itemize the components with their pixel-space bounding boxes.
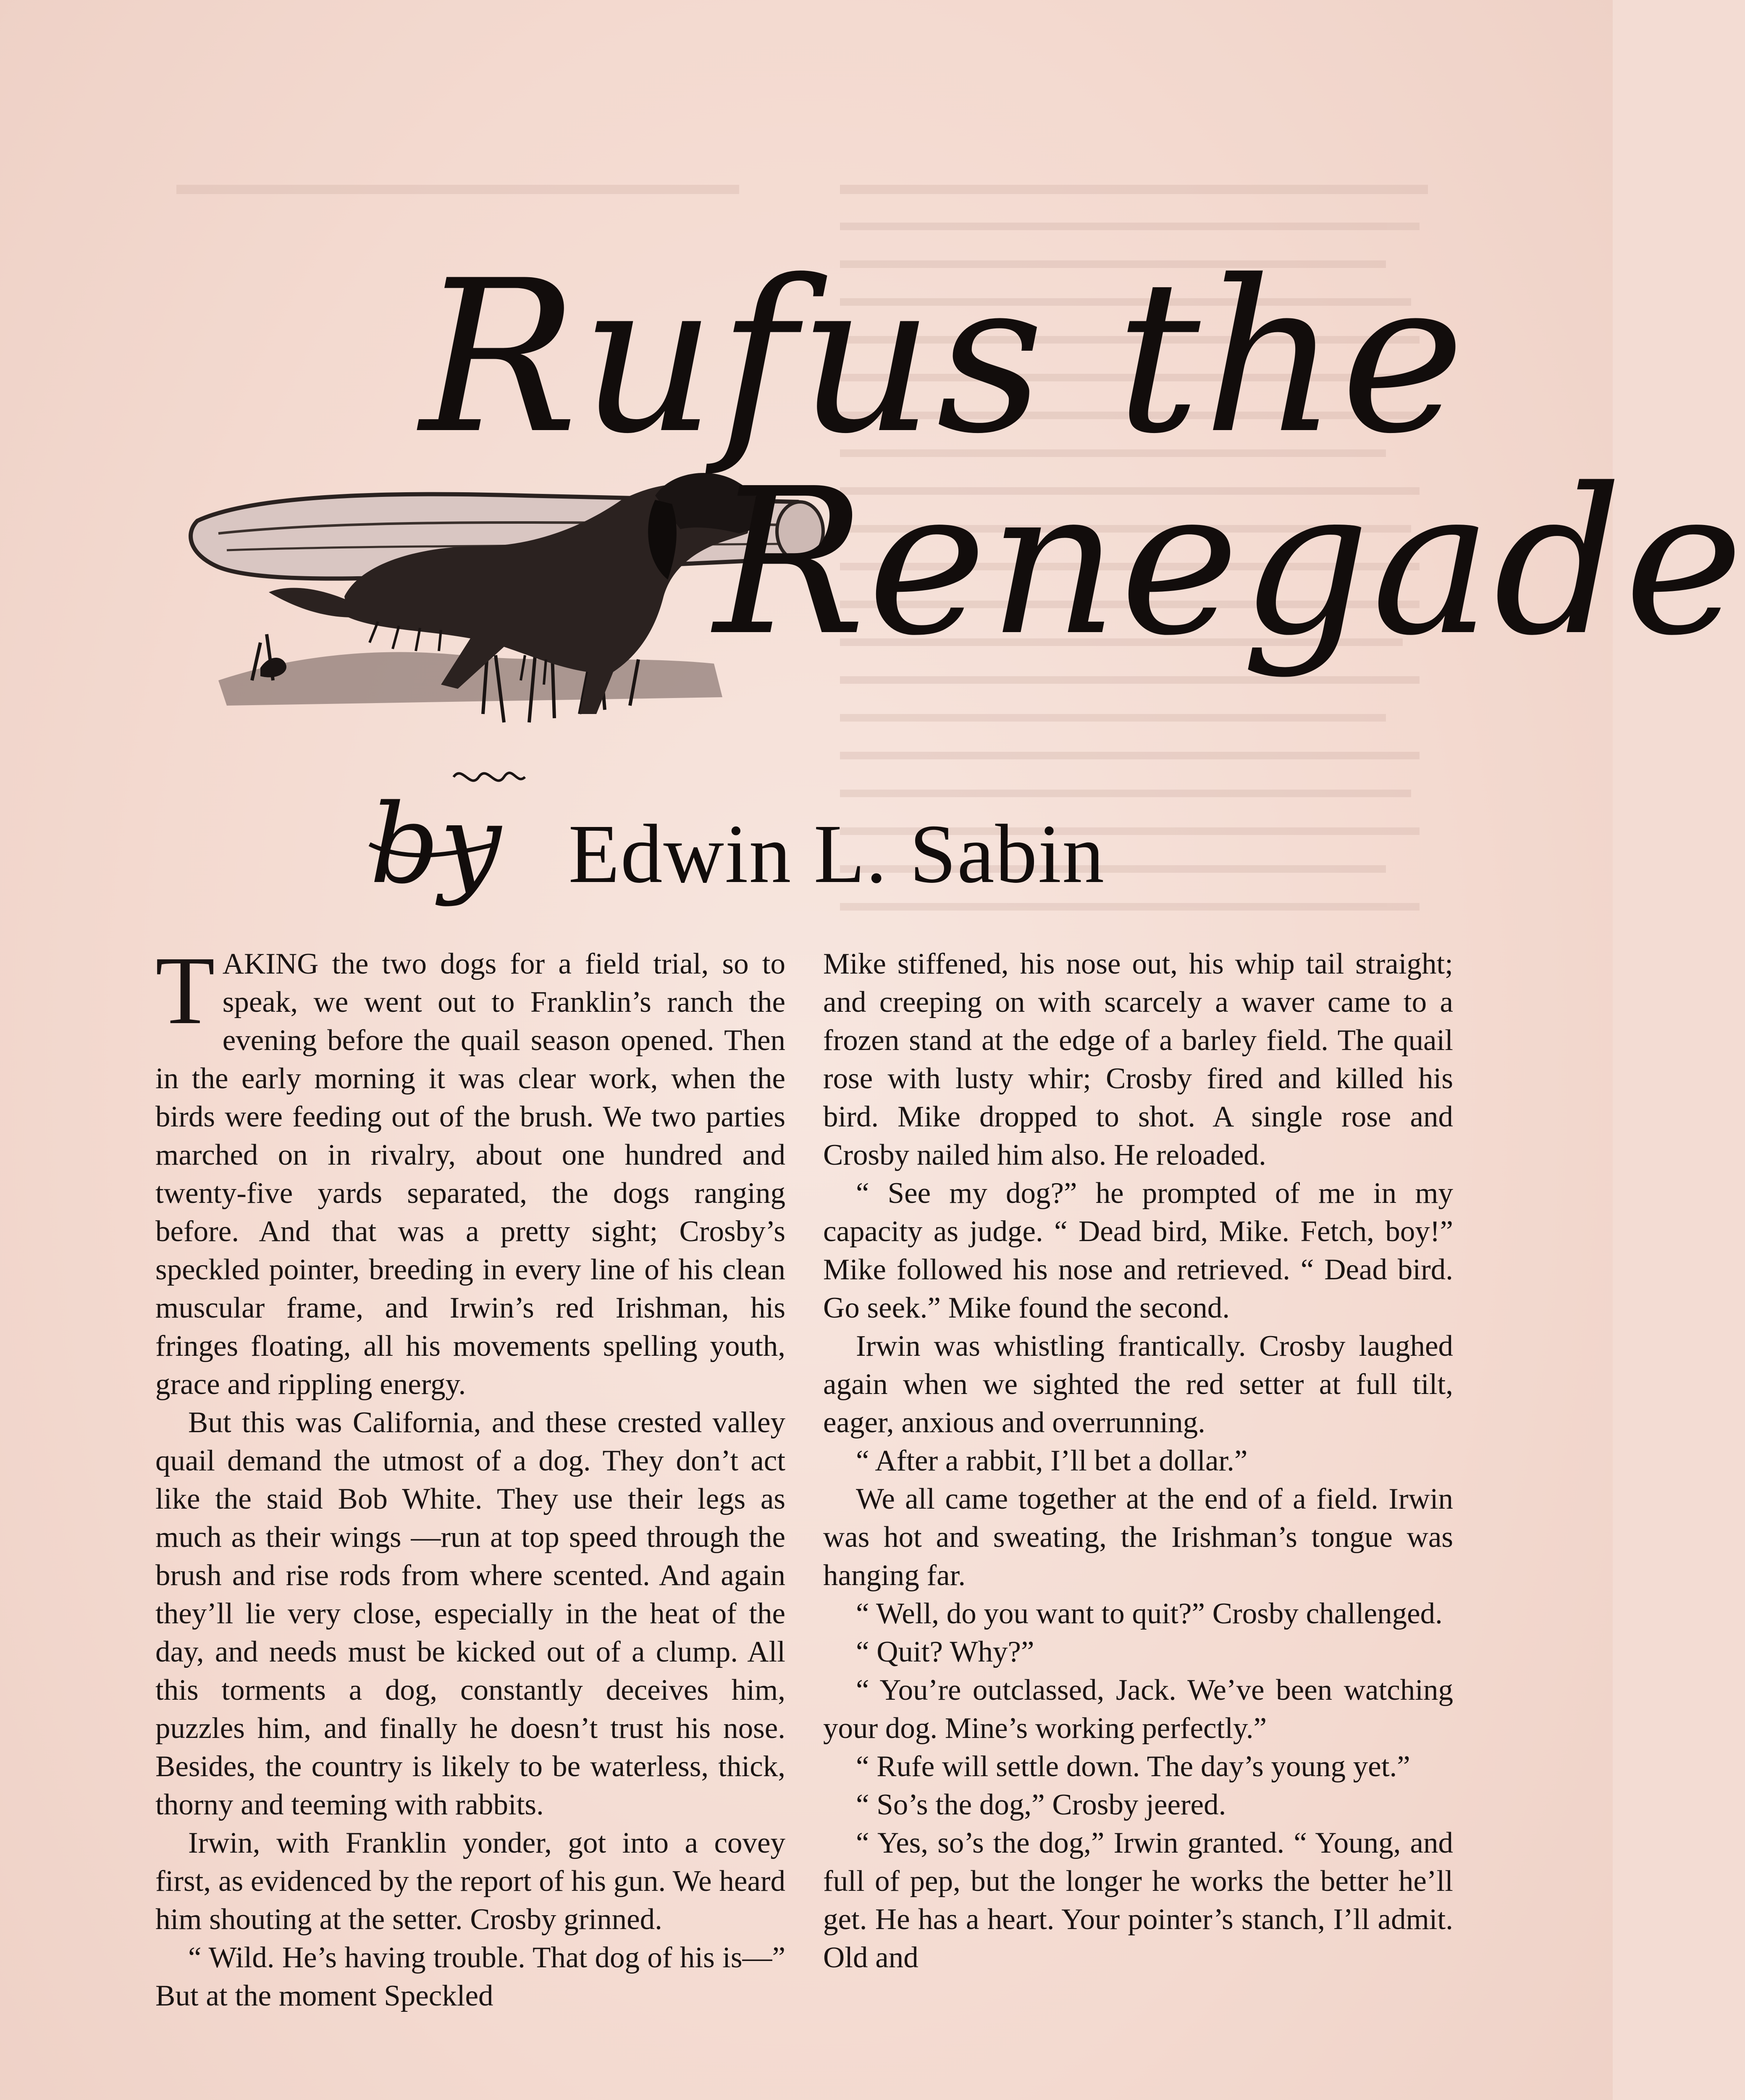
paragraph: “ See my dog?” he prompted of me in my capacity as judge. “ Dead bird, Mike. Fetch, boy!” Mike followed his nose and retrieved. “ Dead bird. Go seek.” Mike found the second. bbox=[823, 1177, 1453, 1324]
paragraph: “ Wild. He’s having trouble. That dog of his is—” But at the moment Speckled bbox=[155, 1941, 785, 2012]
paragraph: Irwin was whistling frantically. Crosby laughed again when we sighted the red setter at full tilt, eager, anxious and overrunning. bbox=[823, 1330, 1453, 1439]
paragraph-text: AKING the two dogs for a field trial, so to speak, we went out to Franklin’s ranch the evening before the quail season opened. Then in the early morning it was clear work, when the birds were feeding out of the brush. We two parties marched on in rivalry, about one hundred and twenty-five yards separated, the dogs ranging before. And that was a pretty sight; Crosby’s speckled pointer, breeding in every line of his clean muscular frame, and Irwin’s red Irishman, his fringes floating, all his movements spelling youth, grace and rippling energy. bbox=[155, 948, 785, 1401]
author-name: Edwin L. Sabin bbox=[568, 808, 1105, 900]
paragraph: “ So’s the dog,” Crosby jeered. bbox=[856, 1788, 1226, 1821]
paragraph: We all came together at the end of a field. Irwin was hot and sweating, the Irishman’s tongue was hanging far. bbox=[823, 1483, 1453, 1592]
left-column bbox=[155, 937, 785, 2015]
story-body bbox=[155, 937, 1453, 2100]
paragraph: Mike stiffened, his nose out, his whip tail straight; and creeping on with scarcely a waver came to a frozen stand at the edge of a barley field. The quail rose with lusty whir; Crosby fired and killed his bird. Mike dropped to shot. A single rose and Crosby nailed him also. He reloaded. bbox=[823, 948, 1453, 1171]
title-line-two: Renegade bbox=[714, 445, 1745, 680]
paragraph: “ Well, do you want to quit?” Crosby challenged. bbox=[856, 1597, 1443, 1630]
byline bbox=[370, 781, 1105, 908]
paragraph: “ Yes, so’s the dog,” Irwin granted. “ Young, and full of pep, but the longer he works the better he’ll get. He has a heart. Your pointer’s stanch, I’ll admit. Old and bbox=[823, 1827, 1453, 1974]
paragraph: “ Quit? Why?” bbox=[856, 1635, 1034, 1668]
right-column bbox=[823, 945, 1453, 1977]
paragraph: “ You’re outclassed, Jack. We’ve been watching your dog. Mine’s working perfectly.” bbox=[823, 1674, 1453, 1745]
title-line-one: Rufus the bbox=[420, 235, 1467, 480]
paragraph bbox=[155, 937, 785, 1404]
paragraph: “ After a rabbit, I’ll bet a dollar.” bbox=[856, 1444, 1248, 1477]
by-word: by bbox=[370, 781, 501, 908]
drop-cap: T bbox=[155, 937, 215, 1045]
paragraph: “ Rufe will settle down. The day’s young yet.” bbox=[856, 1750, 1410, 1783]
paragraph: But this was California, and these crested valley quail demand the utmost of a dog. They don’t act like the staid Bob White. They use their legs as much as their wings —run at top speed through the brush and rise rods from where scented. And again they’ll lie very close, especially in the heat of the day, and needs must be kicked out of a clump. All this torments a dog, constantly deceives him, puzzles him, and finally he doesn’t trust his nose. Besides, the country is likely to be waterless, thick, thorny and teeming with rabbits. bbox=[155, 1406, 785, 1821]
paragraph: Irwin, with Franklin yonder, got into a covey first, as evidenced by the report of his gun. We heard him shouting at the setter. Crosby grinned. bbox=[155, 1827, 785, 1936]
